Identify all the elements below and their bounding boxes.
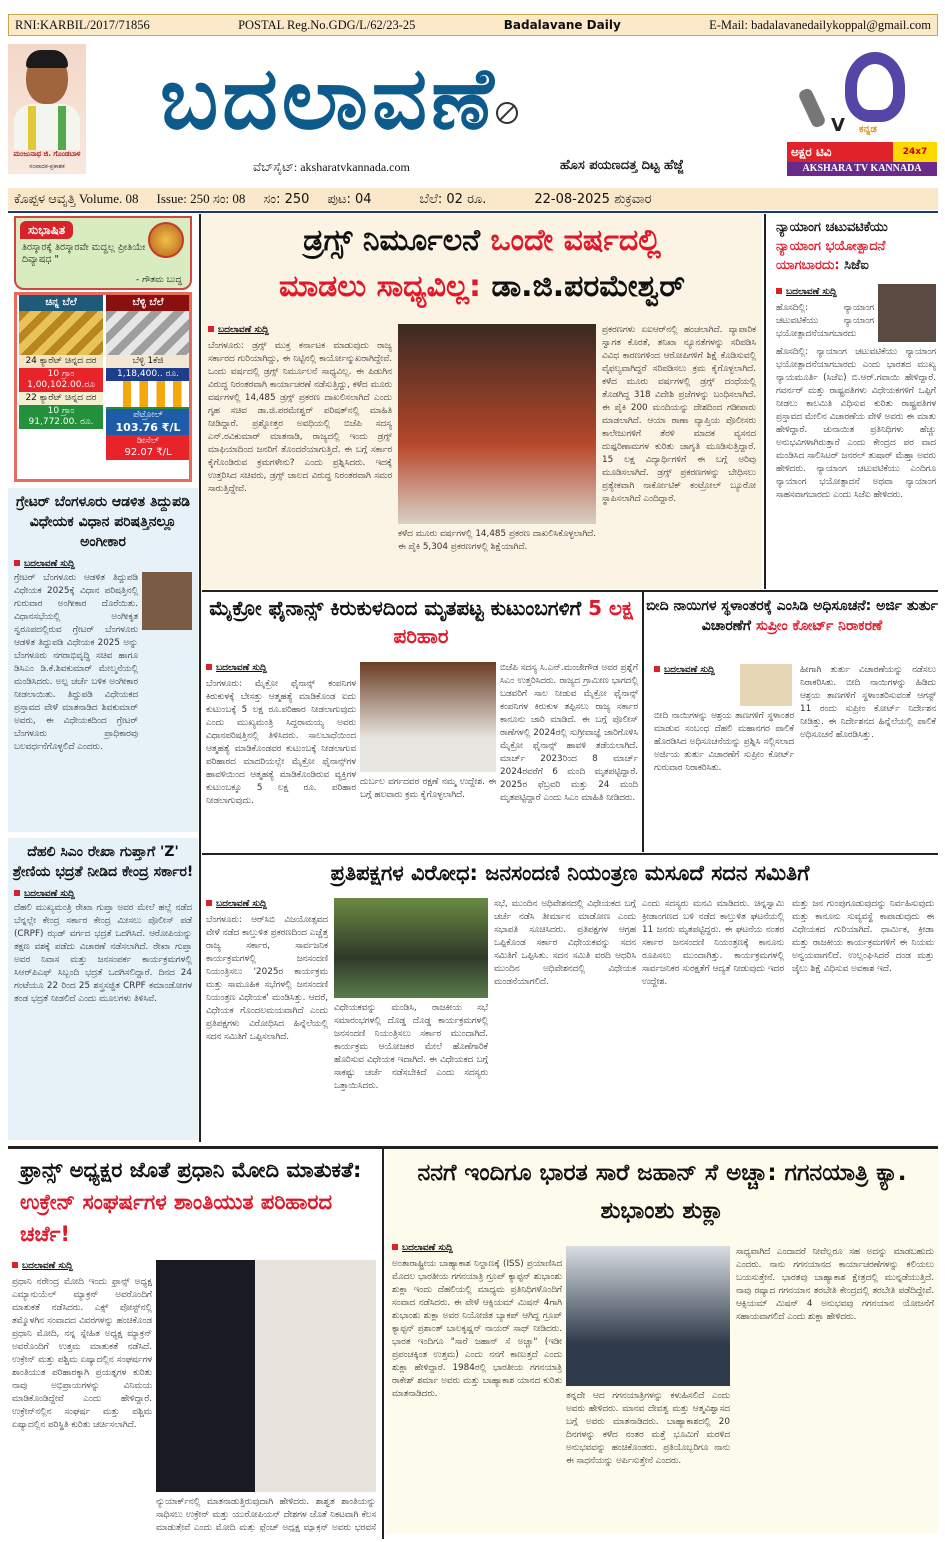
column-divider	[382, 1149, 384, 1539]
akshara-letter-icon	[845, 52, 905, 122]
dk-shivakumar-photo	[142, 572, 192, 630]
modi-macron-photo	[156, 1260, 376, 1492]
story-body: ದೆಹಲಿ ಮುಖ್ಯಮಂತ್ರಿ ರೇಖಾ ಗುಪ್ತಾ ಅವರ ಮೇಲೆ ಹಲ್ಲೆ ನಡೆದ ಬೆನ್ನಲ್ಲೇ ಕೇಂದ್ರ ಸರ್ಕಾರ ಕೇಂದ್ರ ಮೀಸಲು ಪೊಲೀಸ್ ಪಡೆ (CRPF) ಝಡ್ ವರ್ಗದ ಭದ್ರತೆ ಒದಗಿಸಿದೆ. ಆರೋಪಿಯನ್ನು ತಕ್ಷಣ ವಶಕ್ಕೆ ಪಡೆದು ವಿಚಾರಣೆ ನಡೆಸಲಾಗಿದೆ. ರೇಖಾ ಗುಪ್ತಾ ಅವರ ನಿವಾಸ ಮತ್ತು ಜನಸಂಪರ್ಕ ಕಾರ್ಯಕ್ರಮಗಳಲ್ಲಿ ಸಿಆರ್‌ಪಿಎಫ್ ಸಿಬ್ಬಂದಿ ಭದ್ರತೆ ಒದಗಿಸಲಿದ್ದಾರೆ. ದಿನದ 24 ಗಂಟೆಯೂ 22 ರಿಂದ 25 ಶಸ್ತ್ರಸಜ್ಜಿತ CRPF ಕಮಾಂಡೋಗಳ ತಂಡ ಭದ್ರತೆ ನೀಡಲಿದೆ ಎಂದು ಮೂಲಗಳು ತಿಳಿಸಿವೆ.	[14, 903, 192, 1004]
parameshwar-photo	[398, 324, 596, 524]
byline: ಬದಲಾವಣೆ ಸುದ್ದಿ	[776, 286, 837, 298]
silver-price-heading: ಬೆಳ್ಳಿ ಬೆಲೆ	[106, 295, 190, 311]
editor-role: ಸಂಪಾದಕ-ಪ್ರಕಾಶಕ	[29, 163, 65, 170]
column-divider	[199, 214, 201, 1142]
cji-photo	[878, 284, 936, 342]
story-body-1: ಪ್ರಧಾನಿ ನರೇಂದ್ರ ಮೋದಿ ಇಂದು ಫ್ರಾನ್ಸ್ ಅಧ್ಯಕ್ಷ ಎಮ್ಯಾನುಯೆಲ್ ಮ್ಯಾಕ್ರನ್ ಅವರೊಂದಿಗೆ ಮಾತುಕತೆ ನಡೆಸಿದರು. ಎಕ್ಸ್ ಪೋಸ್ಟ್‌ನಲ್ಲಿ ತಮ್ಮೊಳಗಿನ ಸಂವಾದದ ವಿವರಗಳನ್ನು ಹಂಚಿಕೊಂಡ ಪ್ರಧಾನಿ ಮೋದಿ, ನನ್ನ ಸ್ನೇಹಿತ ಅಧ್ಯಕ್ಷ ಮ್ಯಾಕ್ರನ್ ಅವರೊಂದಿಗೆ ಉತ್ತಮ ಮಾತುಕತೆ ನಡೆಸಿದೆ. ಉಕ್ರೇನ್ ಮತ್ತು ಪಶ್ಚಿಮ ಏಷ್ಯಾದಲ್ಲಿನ ಸಂಘರ್ಷಗಳ ಶಾಂತಿಯುತ ಪರಿಹಾರಕ್ಕಾಗಿ ಪ್ರಯತ್ನಗಳ ಕುರಿತು ನಾವು ಅಭಿಪ್ರಾಯಗಳನ್ನು ವಿನಿಮಯ ಮಾಡಿಕೊಂಡಿದ್ದೇವೆ ಎಂದು ಹೇಳಿದ್ದಾರೆ. ಉಕ್ರೇನ್‌ನಲ್ಲಿನ ಸಂಘರ್ಷ ಮತ್ತು ಪಶ್ಚಿಮ ಏಷ್ಯಾದಲ್ಲಿನ ಪರಿಸ್ಥಿತಿ ಕುರಿತು ಚರ್ಚಿಸಲಾಗಿದೆ.	[12, 1277, 152, 1430]
story-body-2: ಬಿಜೆಪಿ ಸದಸ್ಯ ಸಿ.ಎನ್.ಮಂಜೇಗೌಡ ಅವರ ಪ್ರಶ್ನೆಗೆ ಸಿಎಂ ಉತ್ತರಿಸಿದರು. ರಾಜ್ಯದ ಗ್ರಾಮೀಣ ಭಾಗದಲ್ಲಿ ಬಡವರಿಗೆ ಸಾಲ ನೀಡುವ ಮೈಕ್ರೋ ಫೈನಾನ್ಸ್ ಕಂಪನಿಗಳ ಕಿರುಕುಳ ತಪ್ಪಿಸಲು ರಾಜ್ಯ ಸರ್ಕಾರ ಕಾನೂನು ಜಾರಿ ಮಾಡಿದೆ. ಈ ಬಗ್ಗೆ ಪೊಲೀಸ್ ಠಾಣೆಗಳಲ್ಲಿ 2024ರಲ್ಲಿ ಸುಗ್ರೀವಾಜ್ಞೆ ಜಾರಿಗೊಳಿಸಿ ಮೈಕ್ರೋ ಫೈನಾನ್ಸ್ ಹಾವಳಿ ತಡೆಯಲಾಗಿದೆ. ಮಾರ್ಚ್ 2023ರಿಂದ 8 ಮಾರ್ಚ್ 2024ರವರೆಗೆ 6 ಮಂದಿ ಮೃತಪಟ್ಟಿದ್ದಾರೆ. 2025ರ ಫೆಬ್ರವರಿ ಮತ್ತು 24 ಮಂದಿ ಮೃತಪಟ್ಟಿದ್ದಾರೆ ಎಂದು ಸಿಎಂ ಮಾಹಿತಿ ನೀಡಿದರು.	[500, 663, 638, 803]
story-body-2: ತನ್ನದೇ ಆದ ಗಗನಯಾತ್ರಿಗಳನ್ನು ಕಳುಹಿಸಲಿದೆ ಎಂದು ಅವರು ಹೇಳಿದರು. ಮಾನವ ದೇವತ್ವ ಮತ್ತು ಆತ್ಮವಿಶ್ವಾಸದ ಬಗ್ಗೆ ಅವರು ಮಾತನಾಡಿದರು. ಬಾಹ್ಯಾಕಾಶದಲ್ಲಿ 20 ದಿನಗಳನ್ನು ಕಳೆದ ನಂತರ ಮತ್ತೆ ಭೂಮಿಗೆ ಮರಳಿದ ಅನುಭವವನ್ನು ಹಂಚಿಕೊಂಡರು. ಪ್ರತಿಯೊಬ್ಬರಿಗೂ ನಾನು ಈ ಸಾಧನೆಯನ್ನು ಅರ್ಪಿಸುತ್ತೇನೆ ಎಂದರು.	[566, 1391, 730, 1466]
akshara-tv-logo	[785, 44, 935, 140]
subhashita-author: - ಗೌತಮ ಬುದ್ಧ	[135, 275, 182, 285]
rni-number: RNI:KARBIL/2017/71856	[15, 17, 150, 32]
story-modi-macron	[8, 1150, 380, 1534]
story-crowd-control-bill	[202, 856, 938, 1144]
shukla-photo	[566, 1246, 730, 1386]
byline: ಬದಲಾವಣೆ ಸುದ್ದಿ	[12, 1260, 73, 1272]
story-drugs	[202, 214, 762, 589]
price: ಬೆಲೆ: 02 ರೂ.	[419, 191, 487, 207]
byline: ಬದಲಾವಣೆ ಸುದ್ದಿ	[208, 324, 269, 336]
tv-name-kannada: ಅಕ್ಷರ ಟಿವಿ	[787, 142, 893, 162]
story-body-1: ಬೀದಿ ನಾಯಿಗಳನ್ನು ಆಶ್ರಯ ತಾಣಗಳಿಗೆ ಸ್ಥಳಾಂತರ ಮಾಡುವ ಸಂಬಂಧ ದೆಹಲಿ ಮಹಾನಗರ ಪಾಲಿಕೆ ಹೊರಡಿಸಿದ ಅಧಿಸೂಚನೆಯನ್ನು ಪ್ರಶ್ನಿಸಿ ಸಲ್ಲಿಸಲಾದ ಅರ್ಜಿಯ ತುರ್ತು ವಿಚಾರಣೆಗೆ ಸುಪ್ರೀಂ ಕೋರ್ಟ್ ಗುರುವಾರ ನಿರಾಕರಿಸಿತು.	[654, 711, 794, 773]
tv-247-badge: 24x7	[893, 142, 937, 162]
gold22-value: 91,772.00. ರೂ.	[28, 417, 94, 427]
story-body-2: ಪ್ರಕರಣಗಳು ಏಐಆರ್‌ನಲ್ಲಿ ಹಂಚಲಾಗಿದೆ. ವ್ಯಾಪಾರಿಕ ಸ್ವಾಗತ ಕೊರತೆ, ತನಿಖಾ ನ್ಯೂನತೆಗಳನ್ನು ಸರಿಪಡಿಸಿ ವಿವಿಧ ಕಾರಣಗಳಿಂದ ಆರೋಪಿಗಳಿಗೆ ಶಿಕ್ಷೆ ಕೊಡಿಸುವಲ್ಲಿ ವೈಫಲ್ಯವಾಗಿದ್ದರೆ ಸರಿಪಡಿಸಲು ಕ್ರಮ ಕೈಗೊಳ್ಳಲಾಗಿದೆ. ಕಳೆದ ಮೂರು ವರ್ಷಗಳಲ್ಲಿ ಡ್ರಗ್ಸ್ ದಂಧೆಯಲ್ಲಿ ತೊಡಗಿದ್ದ 318 ವಿದೇಶಿ ಪ್ರಜೆಗಳನ್ನು ಬಂಧಿಸಲಾಗಿದೆ. ಈ ಪೈಕಿ 200 ಮಂದಿಯನ್ನು ದೇಶದಿಂದ ಗಡೀಪಾರು ಮಾಡಲಾಗಿದೆ. ಆಯಾ ಠಾಣಾ ವ್ಯಾಪ್ತಿಯ ಪೊಲೀಸರು ಕಾಲೇಜುಗಳಿಗೆ ತೆರಳಿ ಮಾದಕ ವ್ಯಸನದ ದುಷ್ಪರಿಣಾಮಗಳ ಕುರಿತು ಜಾಗೃತಿ ಮೂಡಿಸುತ್ತಿದ್ದಾರೆ. 15 ಲಕ್ಷ ವಿದ್ಯಾರ್ಥಿಗಳಿಗೆ ಈ ಬಗ್ಗೆ ಅರಿವು ಮೂಡಿಸಲಾಗಿದೆ. ಡ್ರಗ್ಸ್ ಪ್ರಕರಣಗಳನ್ನು ಬೇಧಿಸಲು ಪ್ರತ್ಯೇಕವಾಗಿ ನಾರ್ಕೋಟಿಕ್ ಕಂಟ್ರೋಲ್ ಬ್ಯೂರೋ ಸ್ಥಾಪಿಸಲಾಗಿದೆ ಎಂದಿದ್ದಾರೆ.	[602, 325, 756, 504]
row-divider	[8, 1146, 938, 1149]
silver-fuel-column	[106, 295, 190, 460]
silver-bars-image	[106, 311, 190, 355]
row-divider	[202, 590, 938, 592]
row-divider	[202, 853, 938, 855]
petrol-label: ಪೆಟ್ರೋಲ್	[133, 410, 163, 420]
top-info-bar	[8, 14, 938, 36]
subhashita-quote: ತಿರಸ್ಕಾರಕ್ಕೆ ತಿರಸ್ಕಾರವೇ ಮದ್ದಲ್ಲ ಪ್ರೀತಿಯೇ ದಿವ್ಯಾಷಧ "	[22, 242, 146, 265]
newspaper-logo: ಬದಲಾವಣೆ	[160, 49, 498, 149]
tv-kannada-label: ಕನ್ನಡ	[859, 124, 877, 135]
diesel-price	[106, 435, 190, 460]
price-board	[14, 292, 192, 482]
gold-price-column	[19, 295, 103, 429]
story-body-2: ಹೀಗಾಗಿ ತುರ್ತು ವಿಚಾರಣೆಯನ್ನು ನಡೆಸಲು ನಿರಾಕರಿಸಿತು. ಬೀದಿ ನಾಯಿಗಳನ್ನು ಹಿಡಿದು ಆಶ್ರಯ ತಾಣಗಳಿಗೆ ಸ್ಥಳಾಂತರಿಸುವಂತೆ ಆಗಸ್ಟ್ 11 ರಂದು ಸುಪ್ರೀಂ ಕೋರ್ಟ್ ನಿರ್ದೇಶನ ನೀಡಿತ್ತು. ಈ ನಿರ್ದೇಶನದ ಹಿನ್ನೆಲೆಯಲ್ಲಿ ಪಾಲಿಕೆ ಅಧಿಸೂಚನೆ ಹೊರಡಿಸಿತ್ತು.	[800, 665, 936, 740]
editor-name: ಮಂಜುನಾಥ ಜಿ. ಗೊಂಡಬಾಳ	[13, 150, 81, 158]
gold22-label: 22 ಕ್ಯಾರೆಟ್ ಚಿನ್ನದ ದರ	[19, 392, 103, 405]
petrol-value: 103.76 ₹/L	[115, 421, 181, 434]
subhashita-label: ಸುಭಾಷಿತ	[20, 221, 73, 239]
email-link[interactable]: E-Mail: badalavanedailykoppal@gmail.com	[709, 17, 931, 32]
headline: ನನಗೆ ಇಂದಿಗೂ ಭಾರತ ಸಾರೆ ಜಹಾನ್ ಸೆ ಅಚ್ಚಾ: ಗಗನಯಾತ್ರಿ ಕ್ಯಾ. ಶುಭಾಂಶು ಶುಕ್ಲಾ	[417, 1160, 907, 1224]
website-link[interactable]: ವೆಬ್‌ಸೈಟ್: aksharatvkannada.com	[253, 160, 410, 174]
subhashita-box	[14, 216, 192, 290]
gold24-label: 24 ಕ್ಯಾರೆಟ್ ಚಿನ್ನದ ದರ	[19, 355, 103, 368]
compass-icon	[496, 102, 518, 124]
gold24-price	[19, 368, 103, 392]
assembly-photo	[334, 898, 488, 998]
story-body-3: ಸಾಧ್ಯವಾಗಿದೆ ಎಂದಾದರೆ ನೀವೆಲ್ಲರೂ ಸಹ ಅದನ್ನು ಮಾಡಬಹುದು ಎಂದರು. ನಾನು ಗಗನಯಾನದ ಕಾರ್ಯಾಚರಣೆಗಳನ್ನು ಕಲಿಯಲು ಬಯಸುತ್ತೇನೆ. ಭಾರತವು ಬಾಹ್ಯಾಕಾಶ ಕ್ಷೇತ್ರದಲ್ಲಿ ಮುನ್ನಡೆಯುತ್ತಿದೆ. ನಾವು ರಷ್ಯಾದ ಗಗನಯಾನ ತರಬೇತಿ ಕೇಂದ್ರದಲ್ಲಿ ತರಬೇತಿ ಪಡೆದಿದ್ದೇವೆ. ಆಕ್ಸಿಯಮ್ ಮಿಷನ್ 4 ಅನುಭವವು ಗಗನಯಾನ ಯೋಜನೆಗೆ ಸಹಾಯವಾಗಲಿದೆ ಎಂದು ಶುಕ್ಲಾ ಹೇಳಿದರು.	[736, 1247, 934, 1322]
byline: ಬದಲಾವಣೆ ಸುದ್ದಿ	[654, 664, 715, 676]
headline: ನ್ಯಾಯಾಂಗ ಚಟುವಟಿಕೆಯು ನ್ಯಾಯಾಂಗ ಭಯೋತ್ಪಾದನೆ ಯಾಗಬಾರದು: ಸಿಜೆಐ	[776, 220, 888, 273]
serial-number: ಸಂ: 250	[263, 191, 310, 207]
headline: ಬೀದಿ ನಾಯಿಗಳ ಸ್ಥಳಾಂತರಕ್ಕೆ ಎಂಸಿಡಿ ಅಧಿಸೂಚನೆ: ಅರ್ಜಿ ತುರ್ತು ವಿಚಾರಣೆಗೆ ಸುಪ್ರೀಂ ಕೋರ್ಟ್ ನಿರಾಕರಣೆ	[646, 598, 938, 634]
photo-caption: ಕಳೆದ ಮೂರು ವರ್ಷಗಳಲ್ಲಿ 14,485 ಪ್ರಕರಣ ದಾಖಲಿಸಿಕೊಳ್ಳಲಾಗಿದೆ. ಈ ಪೈಕಿ 5,304 ಪ್ರಕರಣಗಳಲ್ಲಿ ಶಿಕ್ಷೆಯಾಗಿದೆ.	[398, 529, 596, 552]
editor-photo	[8, 44, 86, 174]
headline: ದೆಹಲಿ ಸಿಎಂ ರೇಖಾ ಗುಪ್ತಾಗೆ 'Z' ಶ್ರೇಣಿಯ ಭದ್ರತೆ ನೀಡಿದ ಕೇಂದ್ರ ಸರ್ಕಾರ!	[12, 844, 194, 880]
photo-caption: ದುರ್ಬಲ ವರ್ಗದವರ ರಕ್ಷಣೆ ನಮ್ಮ ಉದ್ದೇಶ. ಈ ಬಗ್ಗೆ ಹಲವಾರು ಕ್ರಮ ಕೈಗೊಳ್ಳಲಾಗಿದೆ.	[360, 777, 496, 800]
tv-name-english: AKSHARA TV KANNADA	[787, 162, 937, 176]
story-body-1: ಬೆಂಗಳೂರು: ಮೈಕ್ರೋ ಫೈನಾನ್ಸ್ ಕಂಪನಿಗಳ ಕಿರುಕುಳಕ್ಕೆ ಬೇಸತ್ತು ಆತ್ಮಹತ್ಯೆ ಮಾಡಿಕೊಂಡ ಐದು ಕುಟುಂಬಕ್ಕೆ 5 ಲಕ್ಷ ರೂ.ಪರಿಹಾರ ನೀಡಲಾಗುವುದು ಎಂದು ಮುಖ್ಯಮಂತ್ರಿ ಸಿದ್ದರಾಮಯ್ಯ ಅವರು ವಿಧಾನಪರಿಷತ್ತಿನಲ್ಲಿ ತಿಳಿಸಿದರು. ಸಾಲಬಾಧೆಯಿಂದ ಆತ್ಮಹತ್ಯೆ ಮಾಡಿಕೊಂಡವರ ಕುಟುಂಬಕ್ಕೆ ನೀಡಲಾಗುವ ಪರಿಹಾರದ ಮಾದರಿಯಲ್ಲೇ ಮೈಕ್ರೋ ಫೈನಾನ್ಸ್‌ಗಳ ಹಾವಳಿಯಿಂದ ಆತ್ಮಹತ್ಯೆ ಮಾಡಿಕೊಂಡಿರುವ ವ್ಯಕ್ತಿಗಳ ಕುಟುಂಬಕ್ಕೂ 5 ಲಕ್ಷ ರೂ. ಪರಿಹಾರ ನೀಡಲಾಗುವುದು.	[206, 679, 356, 806]
petrol-price	[106, 409, 190, 435]
headline: ಮೈಕ್ರೋ ಫೈನಾನ್ಸ್ ಕಿರುಕುಳದಿಂದ ಮೃತಪಟ್ಟ ಕುಟುಂಬಗಳಿಗೆ 5 ಲಕ್ಷ ಪರಿಹಾರ	[209, 596, 633, 648]
divider	[8, 211, 938, 213]
supreme-court-photo	[740, 664, 792, 706]
byline: ಬದಲಾವಣೆ ಸುದ್ದಿ	[8, 558, 198, 570]
diesel-label: ಡೀಸೆಲ್	[136, 436, 160, 446]
story-stray-dogs	[646, 594, 938, 852]
page-count: ಪುಟ: 04	[327, 191, 372, 207]
story-body-1: ಅಂತಾರಾಷ್ಟ್ರೀಯ ಬಾಹ್ಯಾಕಾಶ ನಿಲ್ದಾಣಕ್ಕೆ (ISS) ಪ್ರಯಾಣಿಸಿದ ಮೊದಲ ಭಾರತೀಯ ಗಗನಯಾತ್ರಿ ಗ್ರೂಪ್ ಕ್ಯಾಪ್ಟನ್ ಶುಭಾಂಶು ಶುಕ್ಲಾ ಇಂದು ದೆಹಲಿಯಲ್ಲಿ ಮಾಧ್ಯಮ ಪ್ರತಿನಿಧಿಗಳೊಂದಿಗೆ ಸಂವಾದ ನಡೆಸಿದರು. ಈ ವೇಳೆ ಆಕ್ಸಿಯಮ್ ಮಿಷನ್ 4ಗಾಗಿ ಶುಭಾಂಶು ಶುಕ್ಲಾ ಅವರ ನಿಯೋಜಿತ ಬ್ಯಾಕಪ್ ಆಗಿದ್ದ ಗ್ರೂಪ್ ಕ್ಯಾಪ್ಟನ್ ಪ್ರಶಾಂತ್ ಬಾಲಕೃಷ್ಣನ್ ನಾಯರ್ ಸಾಥ್ ನೀಡಿದರು. ಭಾರತ ಇಂದಿಗೂ "ಸಾರೆ ಜಹಾನ್ ಸೆ ಅಚ್ಚಾ" (ಇಡೀ ಪ್ರಪಂಚಕ್ಕಿಂತ ಉತ್ತಮ) ಎಂದು ನನಗೆ ಕಾಣುತ್ತದೆ ಎಂದು ಶುಕ್ಲಾ ಹೇಳಿದ್ದಾರೆ. 1984ರಲ್ಲಿ ಭಾರತೀಯ ಗಗನಯಾತ್ರಿ ರಾಕೇಶ್ ಶರ್ಮಾ ಅವರು ಮತ್ತು ಬಾಹ್ಯಾಕಾಶ ಯಾನದ ಕುರಿತು ಮಾತನಾಡಿದರು.	[392, 1259, 562, 1399]
story-body-5: ಮತ್ತು ಜನ ಗುಂಪುಗೂಡುವುದನ್ನು ನಿರ್ವಹಿಸುವುದು ಮತ್ತು ಕಾನೂನು ಸುವ್ಯವಸ್ಥೆ ಕಾಪಾಡುವುದು ಈ ವಿಧೇಯಕದ ಗುರಿಯಾಗಿದೆ. ಧಾರ್ಮಿಕ, ಕ್ರೀಡಾ ಮತ್ತು ರಾಜಕೀಯ ಕಾರ್ಯಕ್ರಮಗಳಿಗೆ ಈ ನಿಯಮ ಅನ್ವಯವಾಗಲಿದೆ. ಉಲ್ಲಂಘಿಸಿದರೆ ದಂಡ ಮತ್ತು ಜೈಲು ಶಿಕ್ಷೆ ವಿಧಿಸುವ ಅವಕಾಶ ಇದೆ.	[792, 899, 934, 974]
paper-name-english: Badalavane Daily	[503, 18, 621, 32]
fuel-pump-icon	[106, 381, 190, 409]
headline: ಫ್ರಾನ್ಸ್ ಅಧ್ಯಕ್ಷರ ಜೊತೆ ಪ್ರಧಾನಿ ಮೋದಿ ಮಾತುಕತೆ: ಉಕ್ರೇನ್ ಸಂಘರ್ಷಗಳ ಶಾಂತಿಯುತ ಪರಿಹಾರದ ಚರ್ಚೆ!	[20, 1158, 362, 1246]
story-body-intro: ಹೊಸದಿಲ್ಲಿ: ನ್ಯಾಯಾಂಗ ಚಟುವಟಿಕೆಯು ನ್ಯಾಯಾಂಗ ಭಯೋತ್ಪಾದನೆಯಾಗಬಾರದು	[776, 303, 874, 339]
edition-volume: ಕೊಪ್ಪಳ ಆವೃತ್ತಿ Volume. 08	[14, 191, 139, 206]
issue-date: 22-08-2025 ಶುಕ್ರವಾರ	[534, 191, 652, 207]
headline: ಪ್ರತಿಪಕ್ಷಗಳ ವಿರೋಧ: ಜನಸಂದಣಿ ನಿಯಂತ್ರಣ ಮಸೂದೆ ಸದನ ಸಮಿತಿಗೆ	[330, 861, 810, 885]
byline: ಬದಲಾವಣೆ ಸುದ್ದಿ	[392, 1242, 453, 1254]
story-shubhanshu-shukla	[386, 1150, 938, 1534]
silver-unit: ಬೆಳ್ಳಿ 1ಕೆಜಿ	[106, 355, 190, 368]
story-cji	[768, 214, 938, 589]
byline: ಬದಲಾವಣೆ ಸುದ್ದಿ	[206, 662, 267, 674]
story-body: ಹೊಸದಿಲ್ಲಿ: ನ್ಯಾಯಾಂಗ ಚಟುವಟಿಕೆಯು ನ್ಯಾಯಾಂಗ ಭಯೋತ್ಪಾದನೆಯಾಗಬಾರದು ಎಂದು ಭಾರತದ ಮುಖ್ಯ ನ್ಯಾಯಮೂರ್ತಿ (ಸಿಜೆಐ) ಬಿ.ಆರ್.ಗವಾಯಿ ಹೇಳಿದ್ದಾರೆ. ಗವರ್ನರ್ ಮತ್ತು ರಾಷ್ಟ್ರಪತಿಗಳು ವಿಧೇಯಕಗಳಿಗೆ ಒಪ್ಪಿಗೆ ನೀಡಲು ಕಾಲಮಿತಿ ವಿಧಿಸುವ ಕುರಿತು ರಾಷ್ಟ್ರಪತಿಗಳ ಪ್ರಸ್ತಾವದ ಮೇಲಿನ ವಿಚಾರಣೆಯ ವೇಳೆ ಅವರು ಈ ಮಾತು ಹೇಳಿದ್ದಾರೆ. ಚುನಾಯಿತ ಪ್ರತಿನಿಧಿಗಳು ಹೆಚ್ಚು ಅನುಭವಿಗಳಾಗಿರುತ್ತಾರೆ ಎಂದು ಕೇಂದ್ರದ ಪರ ವಾದ ಮಂಡಿಸಿದ ಸಾಲಿಸಿಟರ್ ಜನರಲ್ ತುಷಾರ್ ಮೆಹ್ತಾ ಅವರು ಹೇಳಿದರು. ನ್ಯಾಯಾಂಗ ಚಟುವಟಿಕೆಯು ಎಂದಿಗೂ ನ್ಯಾಯಾಂಗ ಭಯೋತ್ಪಾದನೆ ಅಥವಾ ನ್ಯಾಯಾಂಗ ಸಾಹಸವಾಗಬಾರದು ಎಂದು ಸಿಜೆಐ ಹೇಳಿದರು.	[776, 347, 936, 500]
diesel-value: 92.07 ₹/L	[124, 447, 172, 458]
tagline: ಹೊಸ ಪಯಣದತ್ತ ದಿಟ್ಟ ಹೆಜ್ಜೆ	[560, 158, 684, 173]
story-rekha-gupta	[8, 838, 198, 1140]
headline: ಡ್ರಗ್ಸ್ ನಿರ್ಮೂಲನೆ ಒಂದೇ ವರ್ಷದಲ್ಲಿ ಮಾಡಲು ಸಾಧ್ಯವಿಲ್ಲ: ಡಾ.ಜಿ.ಪರಮೇಶ್ವರ್	[278, 223, 686, 304]
microphone-icon	[797, 87, 827, 129]
byline: ಬದಲಾವಣೆ ಸುದ್ದಿ	[8, 888, 198, 900]
akshara-tv-banner	[787, 142, 937, 176]
story-body-2: ನ್ಯುಯಾರ್ಕ್‌ನಲ್ಲಿ ಮಾತನಾಡುತ್ತಿರುವುದಾಗಿ ಹೇಳಿದರು. ಶಾಶ್ವತ ಶಾಂತಿಯನ್ನು ಸಾಧಿಸಲು ಉಕ್ರೇನ್ ಮತ್ತು ಯುರೋಪಿಯನ್ ದೇಶಗಳ ಜೊತೆ ನಿಕಟವಾಗಿ ಕೆಲಸ ಮಾಡುತ್ತೇವೆ ಎಂದು ಮೋದಿ ಮತ್ತು ಫ್ರೆಂಚ್ ಅಧ್ಯಕ್ಷ ಮ್ಯಾಕ್ರನ್ ಅವರು ಭರವಸೆ	[156, 1497, 376, 1532]
tv-v-letter: V	[831, 115, 845, 136]
story-body-4: ಎಂದು ಸದಸ್ಯರು ಮನವಿ ಮಾಡಿದರು. ಚಿನ್ನಸ್ವಾಮಿ ಕ್ರೀಡಾಂಗಣದ ಬಳಿ ನಡೆದ ಕಾಲ್ತುಳಿತ ಘಟನೆಯಲ್ಲಿ 11 ಜನರು ಮೃತಪಟ್ಟಿದ್ದರು. ಈ ಘಟನೆಯ ನಂತರ ಸರ್ಕಾರ ಜನಸಂದಣಿ ನಿಯಂತ್ರಣಕ್ಕೆ ಕಾನೂನು ರೂಪಿಸಲು ಮುಂದಾಗಿತ್ತು. ಕಾರ್ಯಕ್ರಮಗಳಲ್ಲಿ ಸಾರ್ವಜನಿಕರ ಸುರಕ್ಷತೆಗೆ ಆದ್ಯತೆ ನೀಡುವುದು ಇದರ ಉದ್ದೇಶ.	[642, 899, 784, 987]
silver-price: 1,18,400.. ರೂ.	[106, 368, 190, 381]
gold22-unit: 10 ಗ್ರಾಂ	[47, 406, 75, 416]
gold24-value: 1,00,102.00.ರೂ	[27, 380, 95, 390]
postal-reg: POSTAL Reg.No.GDG/L/62/23-25	[238, 17, 416, 32]
gold-bars-image	[19, 311, 103, 355]
siddaramaiah-photo	[360, 662, 496, 772]
column-divider	[642, 592, 644, 852]
story-greater-bengaluru	[8, 488, 198, 832]
story-microfinance	[202, 594, 640, 852]
story-body-3: ಸಭೆ, ಮುಂದಿನ ಅಧಿವೇಶನದಲ್ಲಿ ವಿಧೇಯಕದ ಬಗ್ಗೆ ಚರ್ಚೆ ನಡೆಸಿ ತೀರ್ಮಾನ ಮಾಡೋಣ ಎಂದು ಸಭಾಪತಿ ಸೂಚಿಸಿದರು. ಪ್ರತಿಪಕ್ಷಗಳ ಆಗ್ರಹ ಒಪ್ಪಿಕೊಂಡ ಸರ್ಕಾರ ವಿಧೇಯಕವನ್ನು ಸದನ ಸಮಿತಿಗೆ ಒಪ್ಪಿಸಿತು. ಸದನ ಸಮಿತಿ ವರದಿ ಆಧರಿಸಿ ಮುಂದಿನ ಅಧಿವೇಶನದಲ್ಲಿ ವಿಧೇಯಕ ಮಂಡನೆಯಾಗಲಿದೆ.	[494, 899, 636, 987]
column-divider	[764, 214, 766, 589]
headline: ಗ್ರೇಟರ್ ಬೆಂಗಳೂರು ಆಡಳಿತ ತಿದ್ದುಪಡಿ ವಿಧೇಯಕ ವಿಧಾನ ಪರಿಷತ್ತಿನಲ್ಲೂ ಅಂಗೀಕಾರ	[16, 494, 190, 550]
story-body-1: ಬೆಂಗಳೂರು: ಆರ್‌ಸಿಬಿ ವಿಜಯೋತ್ಸವದ ವೇಳೆ ನಡೆದ ಕಾಲ್ತುಳಿತ ಪ್ರಕರಣದಿಂದ ಎಚ್ಚೆತ್ತ ರಾಜ್ಯ ಸರ್ಕಾರ, ಸಾರ್ವಜನಿಕ ಕಾರ್ಯಕ್ರಮಗಳಲ್ಲಿ ಜನಸಂದಣಿ ನಿಯಂತ್ರಿಸಲು '2025ರ ಕಾರ್ಯಕ್ರಮ ಮತ್ತು ಸಾಮೂಹಿಕ ಸಭೆಗಳಲ್ಲಿ ಜನಸಂದಣಿ ನಿಯಂತ್ರಣ ವಿಧೇಯಕ' ಮಂಡಿಸಿತ್ತು. ಆದರೆ, ವಿಧೇಯಕ ಗೊಂದಲಮಯವಾಗಿದೆ ಎಂದು ಪ್ರತಿಪಕ್ಷಗಳು ವಿರೋಧಿಸಿದ ಹಿನ್ನೆಲೆಯಲ್ಲಿ ಸದನ ಸಮಿತಿಗೆ ಒಪ್ಪಿಸಲಾಗಿದೆ.	[206, 915, 328, 1042]
gold-price-heading: ಚಿನ್ನ ಬೆಲೆ	[19, 295, 103, 311]
story-body-2: ವಿಧೇಯಕವನ್ನು ಮಂಡಿಸಿ, ರಾಜಕೀಯ ಸಭೆ ಸಮಾರಂಭಗಳಲ್ಲಿ ದೊಡ್ಡ ದೊಡ್ಡ ಕಾರ್ಯಕ್ರಮಗಳಲ್ಲಿ ಜನಸಂದಣಿ ನಿಯಂತ್ರಿಸಲು ಸರ್ಕಾರ ಮುಂದಾಗಿದೆ. ಕಾರ್ಯಕ್ರಮ ಆಯೋಜಕರ ಮೇಲೆ ಹೊಣೆಗಾರಿಕೆ ಹೊರಿಸುವ ವಿಧೇಯಕ ಇದಾಗಿದೆ. ಈ ವಿಧೇಯಕದ ಬಗ್ಗೆ ಸಾಕಷ್ಟು ಚರ್ಚೆ ನಡೆಸಬೇಕಿದೆ ಎಂದು ಸದಸ್ಯರು ಒತ್ತಾಯಿಸಿದರು.	[334, 1003, 488, 1091]
story-body: ಗ್ರೇಟರ್ ಬೆಂಗಳೂರು ಆಡಳಿತ ತಿದ್ದುಪಡಿ ವಿಧೇಯಕ 2025ಕ್ಕೆ ವಿಧಾನ ಪರಿಷತ್ತಿನಲ್ಲಿ ಗುರುವಾರ ಅಂಗೀಕಾರ ದೊರೆಯಿತು. ವಿಧಾನಸಭೆಯಲ್ಲಿ ಅಂಗೀಕೃತ ಸ್ವರೂಪದಲ್ಲಿರುವ ಗ್ರೇಟರ್ ಬೆಂಗಳೂರು ಆಡಳಿತ ತಿದ್ದುಪಡಿ ವಿಧೇಯಕ 2025 ಅನ್ನು ಬೆಂಗಳೂರು ನಗರಾಭಿವೃದ್ಧಿ ಸಚಿವ ಹಾಗೂ ಡಿಸಿಎಂ ಡಿ.ಕೆ.ಶಿವಕುಮಾರ್ ಮೇಲ್ಮನೆಯಲ್ಲಿ ಮಂಡಿಸಿದರು. ಅಲ್ಪ ಚರ್ಚೆ ಬಳಿಕ ಅಂಗೀಕಾರ ನೀಡಲಾಯಿತು. ತಿದ್ದುಪಡಿ ವಿಧೇಯಕದ ಪ್ರಸ್ತಾವದ ವೇಳೆ ಮಾತನಾಡಿದ ಶಿವಕುಮಾರ್ ಅವರು, ಈ ವಿಧೇಯಕದಿಂದ ಗ್ರೇಟರ್ ಬೆಂಗಳೂರು ಪ್ರಾಧಿಕಾರವು ಬಲವರ್ಧನೆಗೊಳ್ಳಲಿದೆ ಎಂದರು.	[14, 573, 138, 752]
story-body-1: ಬೆಂಗಳೂರು: ಡ್ರಗ್ಸ್ ಮುಕ್ತ ಕರ್ನಾಟಕ ಮಾಡುವುದು ರಾಜ್ಯ ಸರ್ಕಾರದ ಗುರಿಯಾಗಿದ್ದು, ಈ ನಿಟ್ಟಿನಲ್ಲಿ ಕಾರ್ಯೋನ್ಮುಖರಾಗಿದ್ದೇವೆ. ಒಂದು ವರ್ಷದಲ್ಲಿ ಡ್ರಗ್ಸ್ ನಿರ್ಮೂಲನೆ ಸಾಧ್ಯವಿಲ್ಲ. ಈ ಪಿಡುಗಿನ ವಿರುದ್ಧ ನಿರಂತರವಾಗಿ ಕಾರ್ಯಾಚರಣೆ ನಡೆಸುತ್ತಿದ್ದು, ಕಳೆದ ಮೂರು ವರ್ಷಗಳಲ್ಲಿ 14,485 ಡ್ರಗ್ಸ್ ಪ್ರಕರಣ ದಾಖಲಿಸಲಾಗಿದೆ ಎಂದು ಗೃಹ ಸಚಿವ ಡಾ.ಜಿ.ಪರಮೇಶ್ವರ್ ಪರಿಷತ್‌ನಲ್ಲಿ ಮಾಹಿತಿ ನೀಡಿದ್ದಾರೆ. ಪ್ರಶ್ನೋತ್ತರ ಅವಧಿಯಲ್ಲಿ ಬಿಜೆಪಿ ಸದಸ್ಯ ಎನ್.ರವಿಕುಮಾರ್ ಮಾತನಾಡಿ, ರಾಜ್ಯದಲ್ಲಿ ಇಂದು ಡ್ರಗ್ಸ್ ಮಾಫಿಯಾದಿಂದ ಜನರಿಗೆ ತೊಂದರೆಯಾಗುತ್ತಿದೆ. ಈ ಬಗ್ಗೆ ಸರ್ಕಾರ ಕೈಗೊಂಡಿರುವ ಕ್ರಮಗಳೇನು? ಎಂದು ಪ್ರಶ್ನಿಸಿದರು. ಇದಕ್ಕೆ ಉತ್ತರಿಸಿದ ಸಚಿವರು, ಡ್ರಗ್ಸ್ ಜಾಲದ ವಿರುದ್ಧ ನಿರಂತರವಾಗಿ ಸಮರ ಸಾರುತ್ತಿದ್ದೇವೆ.	[208, 341, 392, 494]
issue-number: Issue: 250 ಸಂ: 08	[156, 191, 246, 206]
gold22-price	[19, 405, 103, 429]
byline: ಬದಲಾವಣೆ ಸುದ್ದಿ	[206, 898, 267, 910]
issue-info-bar	[8, 188, 938, 210]
buddha-image	[148, 222, 184, 258]
gold24-unit: 10 ಗ್ರಾಂ	[47, 369, 75, 379]
